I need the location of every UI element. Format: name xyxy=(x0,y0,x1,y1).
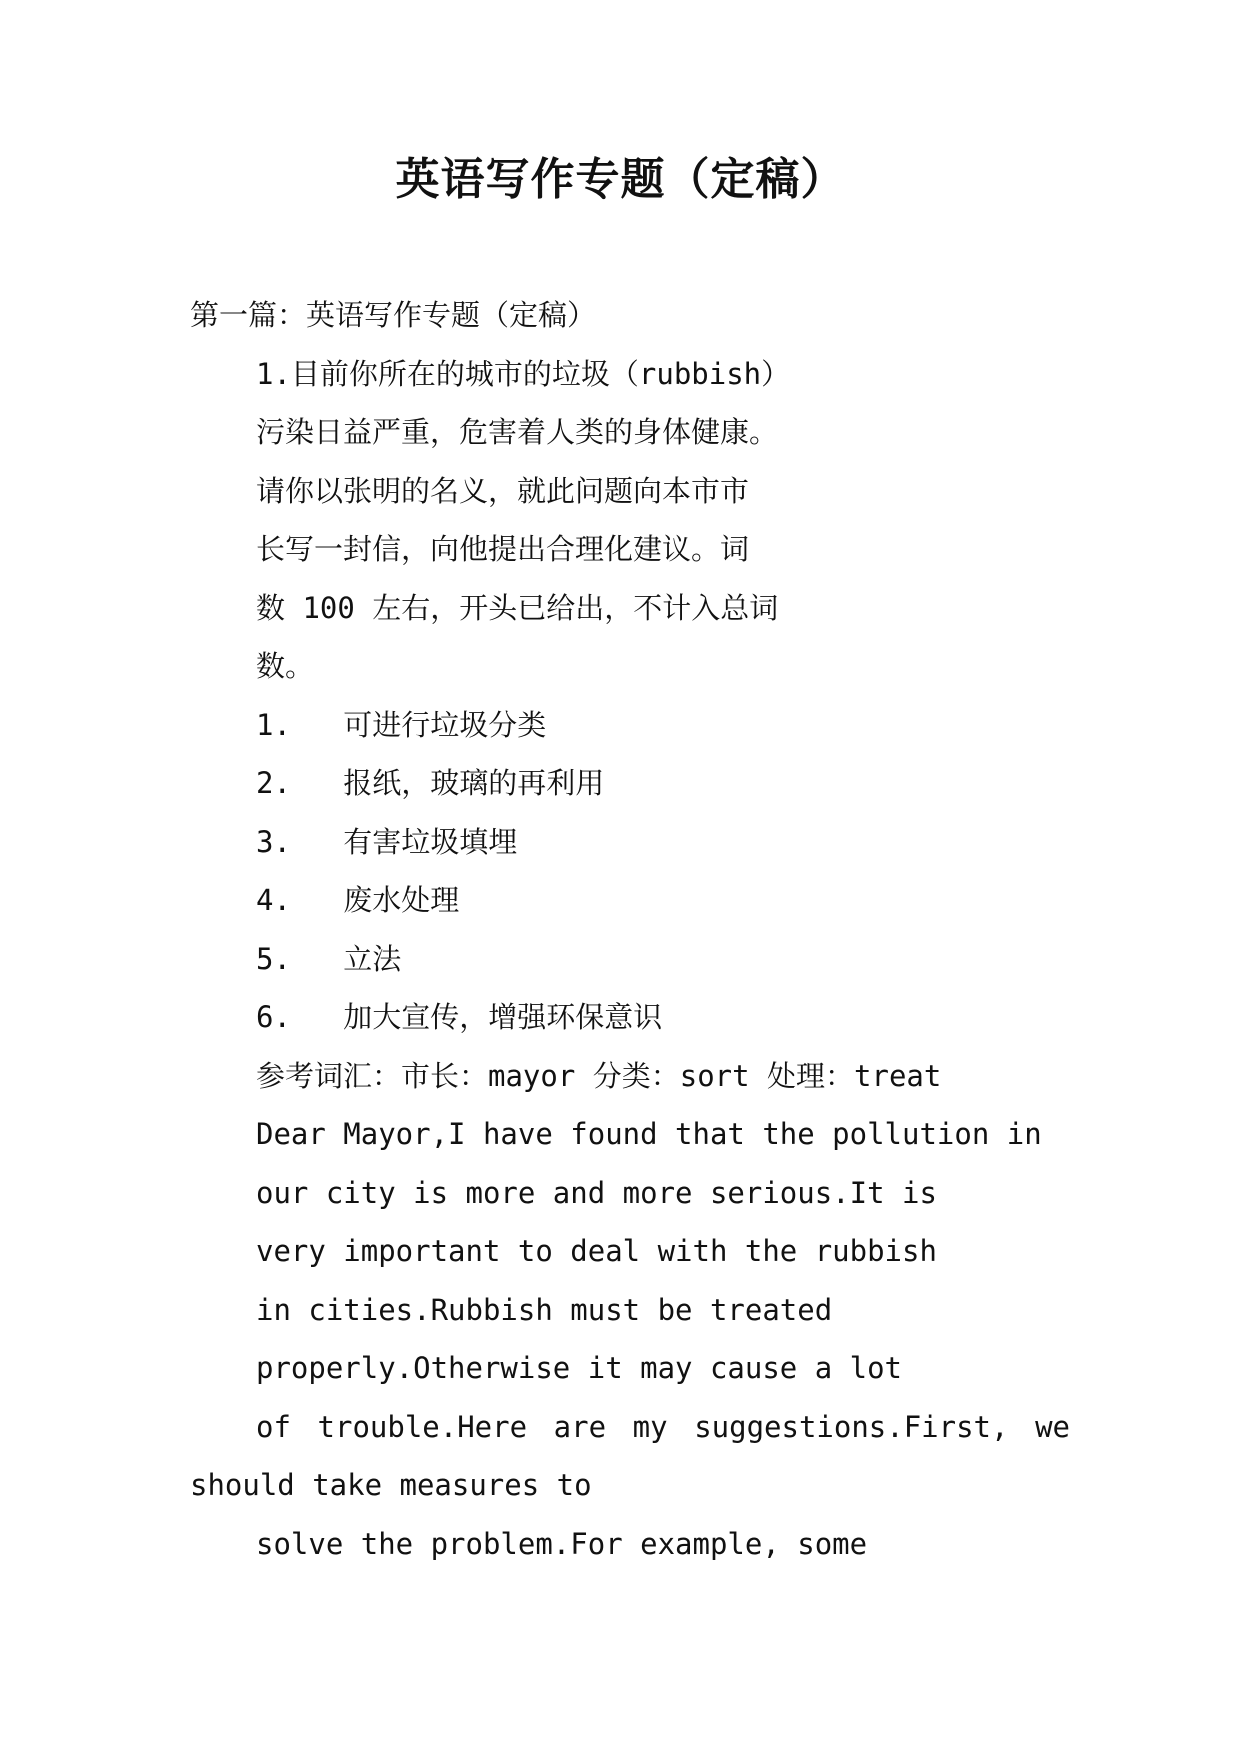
suggestion-item: 1. 可进行垃圾分类 xyxy=(256,707,547,742)
letter-word: we xyxy=(1035,1409,1070,1444)
letter-line: in cities.Rubbish must be treated xyxy=(256,1292,833,1327)
prompt-line: 数。 xyxy=(256,649,315,683)
letter-word: are xyxy=(553,1409,607,1444)
section-heading: 第一篇：英语写作专题（定稿） xyxy=(190,298,597,332)
suggestion-item: 6. 加大宣传，增强环保意识 xyxy=(256,1000,663,1034)
letter-line-unindented: should take measures to xyxy=(190,1468,592,1502)
letter-word: trouble.Here xyxy=(317,1409,528,1444)
document-title: 英语写作专题（定稿） xyxy=(395,154,846,205)
letter-justified-line xyxy=(190,1398,1070,1457)
letter-line: solve the problem.For example, some xyxy=(256,1526,868,1561)
suggestion-item: 3. 有害垃圾填埋 xyxy=(256,824,518,859)
letter-line: Dear Mayor,I have found that the pollution in xyxy=(256,1117,1042,1151)
prompt-line: 污染日益严重，危害着人类的身体健康。 xyxy=(256,415,779,449)
vocab-line: 参考词汇：市长：mayor 分类：sort 处理：treat xyxy=(256,1058,942,1093)
suggestion-item: 4. 废水处理 xyxy=(256,883,460,917)
letter-word: of xyxy=(256,1409,291,1444)
letter-line: our city is more and more serious.It is xyxy=(256,1175,937,1210)
document-body xyxy=(190,286,1070,1573)
letter-line: very important to deal with the rubbish xyxy=(256,1234,937,1268)
letter-word: my xyxy=(632,1409,668,1444)
prompt-line: 长写一封信，向他提出合理化建议。词 xyxy=(256,532,750,566)
suggestion-item: 5. 立法 xyxy=(256,941,402,976)
prompt-line: 1.目前你所在的城市的垃圾（rubbish） xyxy=(256,356,791,391)
prompt-line: 数 100 左右，开头已给出，不计入总词 xyxy=(256,590,779,625)
prompt-line: 请你以张明的名义，就此问题向本市市 xyxy=(256,473,750,508)
suggestion-item: 2. 报纸，玻璃的再利用 xyxy=(256,766,605,800)
letter-line: properly.Otherwise it may cause a lot xyxy=(256,1351,903,1385)
letter-word: suggestions.First, xyxy=(694,1409,1009,1444)
